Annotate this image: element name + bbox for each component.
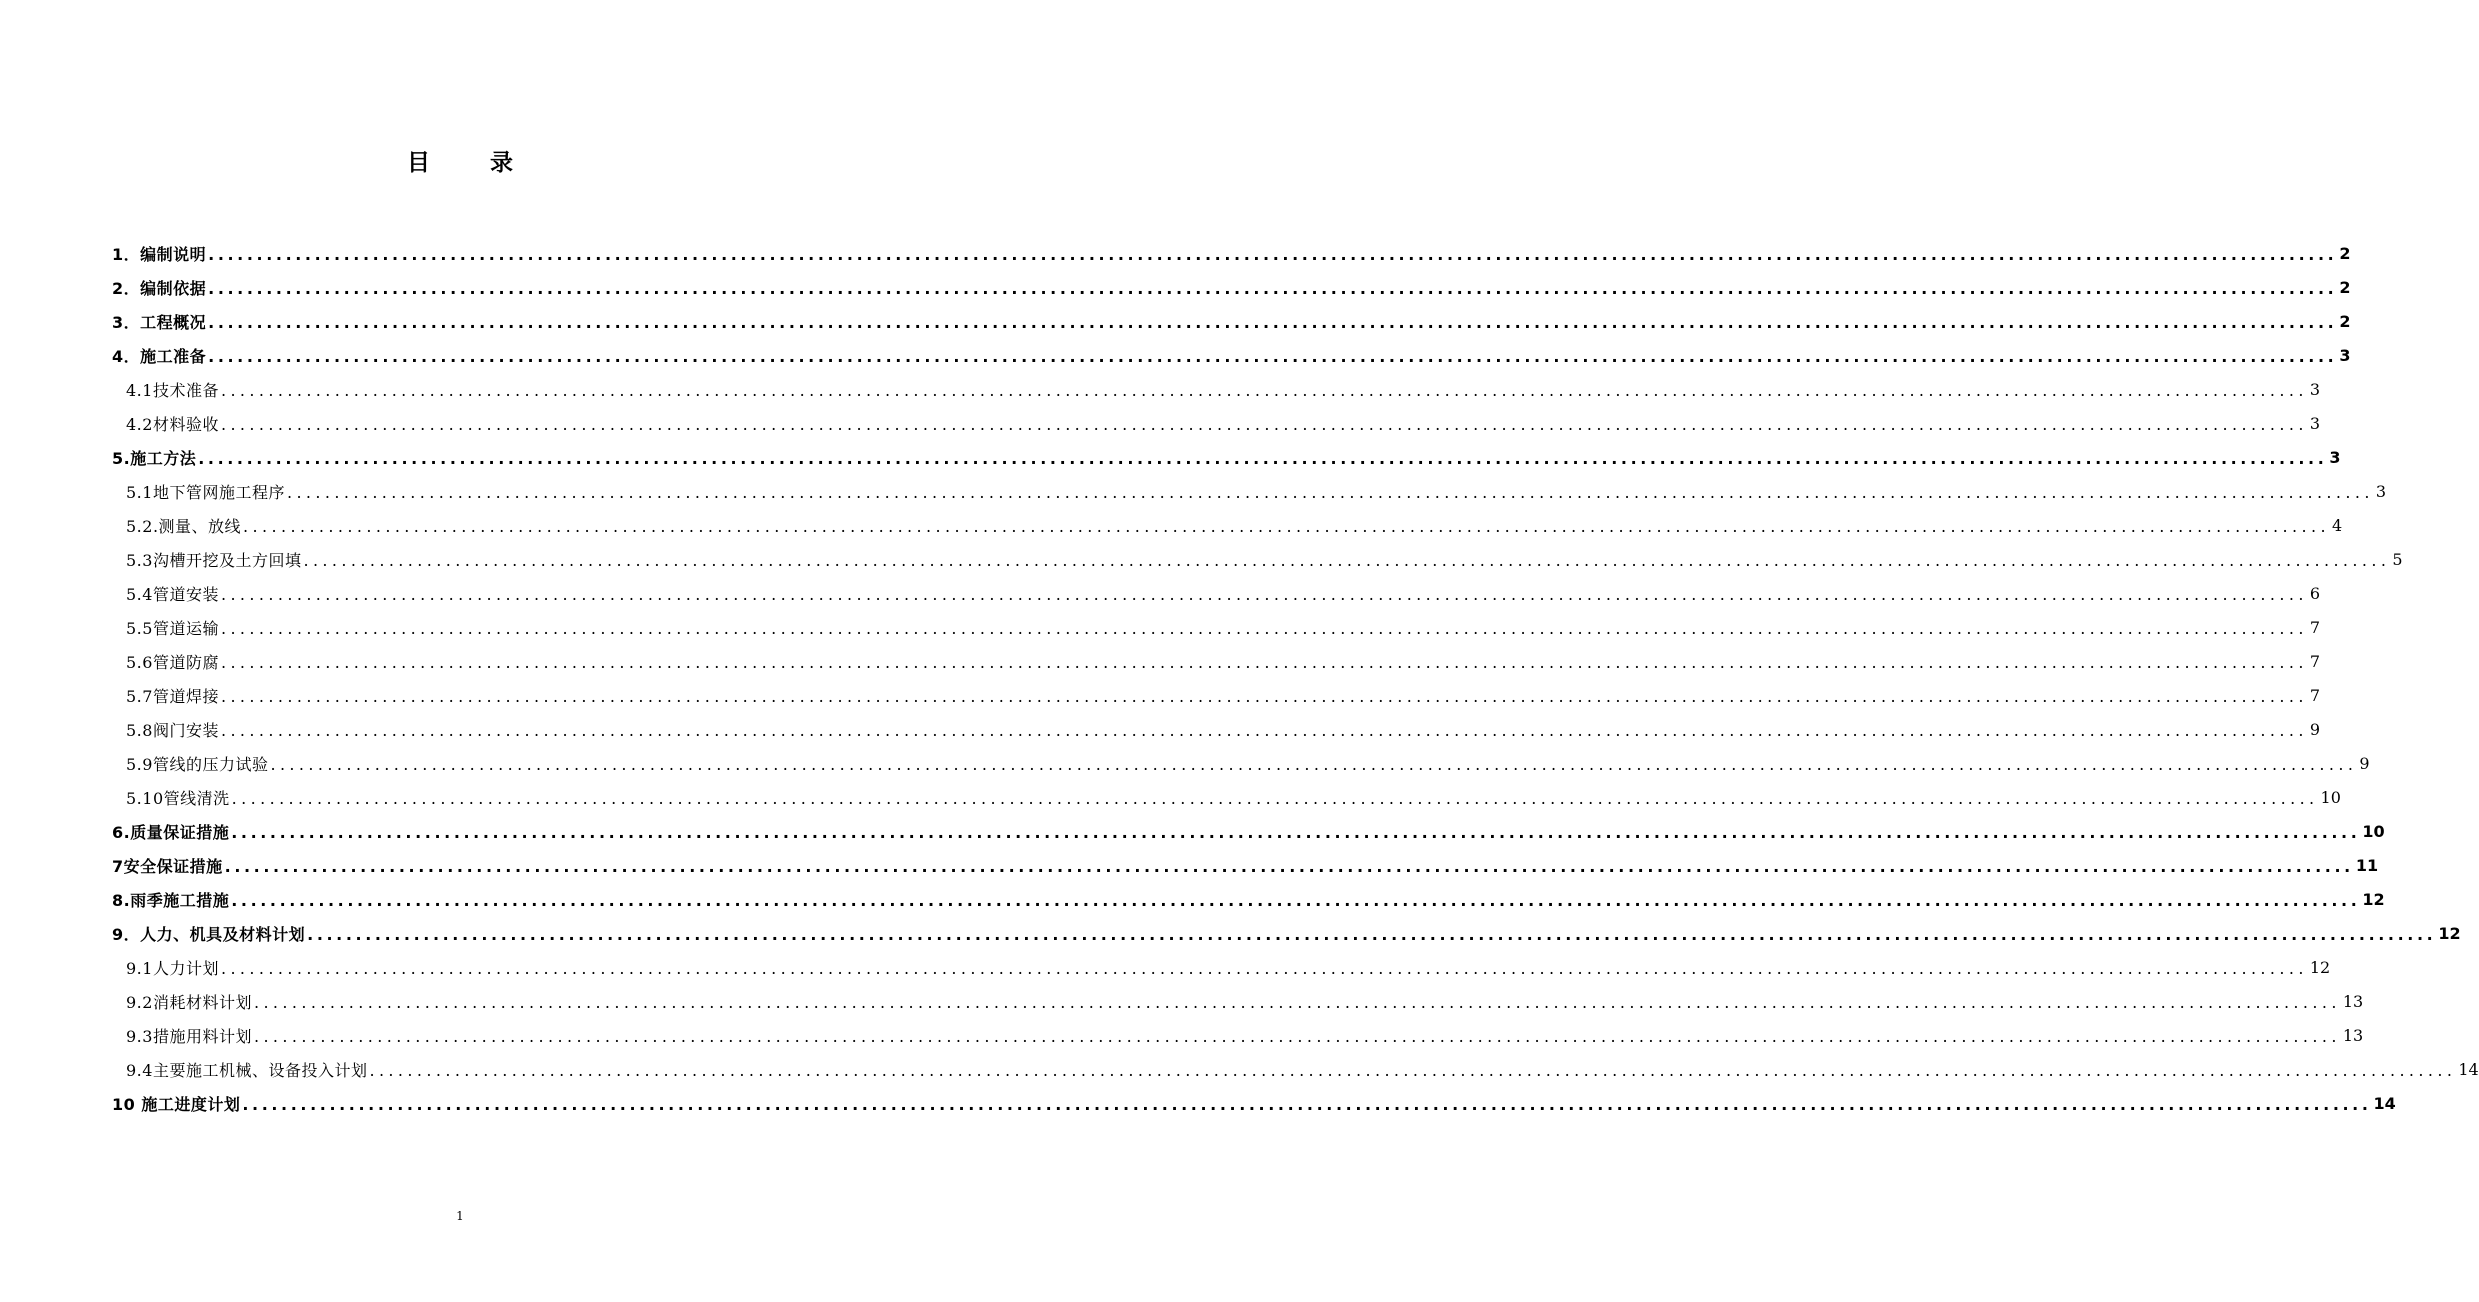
toc-entry-label: 5.6管道防腐	[126, 652, 219, 672]
toc-entry-label: 5.3沟槽开挖及土方回填	[126, 550, 302, 570]
toc-dot-leader: ............................................................................................................................................................................................................................	[220, 381, 2308, 400]
toc-entry-page-number: 3	[2309, 379, 2321, 399]
toc-entry-label: 5.5管道运输	[126, 618, 219, 638]
toc-title: 目 录	[406, 150, 539, 176]
toc-entry-page-number: 9	[2359, 753, 2370, 773]
toc-entry-level2[interactable]	[0, 984, 2364, 1018]
toc-dot-leader: ............................................................................................................................................................................................................................	[231, 891, 2361, 910]
toc-entry-level2[interactable]	[0, 780, 2341, 814]
toc-dot-leader: ............................................................................................................................................................................................................................	[253, 993, 2341, 1012]
toc-dot-leader: ............................................................................................................................................................................................................................	[286, 483, 2374, 502]
toc-entry-page-number: 7	[2309, 617, 2321, 637]
toc-dot-leader: ............................................................................................................................................................................................................................	[220, 653, 2308, 672]
toc-entry-label: 5.1地下管网施工程序	[126, 482, 285, 502]
toc-entry-label: 9.4主要施工机械、设备投入计划	[126, 1060, 368, 1080]
toc-dot-leader: ............................................................................................................................................................................................................................	[208, 279, 2338, 298]
toc-entry-page-number: 3	[2329, 447, 2341, 467]
toc-entry-level1[interactable]	[0, 882, 2385, 916]
toc-dot-leader: ............................................................................................................................................................................................................................	[231, 823, 2361, 842]
toc-dot-leader: ............................................................................................................................................................................................................................	[220, 585, 2308, 604]
toc-dot-leader: ............................................................................................................................................................................................................................	[224, 857, 2354, 876]
toc-entry-page-number: 14	[2373, 1093, 2396, 1113]
toc-entry-label: 6.质量保证措施	[112, 822, 230, 842]
toc-dot-leader: ............................................................................................................................................................................................................................	[231, 789, 2319, 808]
toc-entry-page-number: 10	[2362, 821, 2385, 841]
footer-page-number: 1	[456, 1209, 464, 1223]
toc-entry-page-number: 13	[2342, 1025, 2364, 1045]
toc-dot-leader: ............................................................................................................................................................................................................................	[208, 347, 2338, 366]
toc-entry-level1[interactable]	[0, 1086, 2396, 1120]
toc-entry-label: 9.1人力计划	[126, 958, 219, 978]
toc-entry-page-number: 3	[2309, 413, 2321, 433]
toc-entry-page-number: 2	[2339, 243, 2351, 263]
toc-dot-leader: ............................................................................................................................................................................................................................	[242, 1095, 2372, 1114]
toc-entry-label: 1．编制说明	[112, 244, 207, 264]
toc-entry-page-number: 13	[2342, 991, 2364, 1011]
toc-entry-level1[interactable]	[0, 304, 2351, 338]
toc-entry-level2[interactable]	[0, 644, 2321, 678]
toc-dot-leader: ............................................................................................................................................................................................................................	[198, 449, 2328, 468]
toc-entry-label: 9.3措施用料计划	[126, 1026, 252, 1046]
toc-dot-leader: ............................................................................................................................................................................................................................	[307, 925, 2437, 944]
toc-entry-level1[interactable]	[0, 270, 2351, 304]
toc-entry-page-number: 12	[2309, 957, 2331, 977]
toc-entry-level2[interactable]	[0, 678, 2321, 712]
toc-entry-page-number: 14	[2458, 1059, 2479, 1079]
toc-entry-page-number: 3	[2375, 481, 2387, 501]
toc-entry-level1[interactable]	[0, 814, 2385, 848]
toc-entry-level2[interactable]	[0, 542, 2403, 576]
toc-entry-level1[interactable]	[0, 848, 2379, 882]
toc-entry-page-number: 7	[2309, 685, 2321, 705]
toc-dot-leader: ............................................................................................................................................................................................................................	[220, 415, 2308, 434]
toc-entry-level2[interactable]	[0, 1018, 2364, 1052]
toc-entry-label: 4.2材料验收	[126, 414, 219, 434]
toc-entry-level1[interactable]	[0, 338, 2351, 372]
toc-entry-level1[interactable]	[0, 236, 2351, 270]
toc-dot-leader: ............................................................................................................................................................................................................................	[243, 517, 2330, 536]
toc-entry-label: 5.2.测量、放线	[126, 516, 242, 536]
toc-entry-page-number: 3	[2339, 345, 2351, 365]
toc-entry-page-number: 12	[2438, 923, 2461, 943]
toc-entry-level1[interactable]	[0, 916, 2461, 950]
toc-dot-leader: ............................................................................................................................................................................................................................	[220, 959, 2308, 978]
toc-entry-level2[interactable]	[0, 746, 2370, 780]
toc-entry-level1[interactable]	[0, 440, 2341, 474]
toc-entry-level2[interactable]	[0, 950, 2331, 984]
toc-entry-label: 3．工程概况	[112, 312, 207, 332]
toc-dot-leader: ............................................................................................................................................................................................................................	[208, 313, 2338, 332]
toc-entry-page-number: 5	[2392, 549, 2403, 569]
toc-entry-label: 5.7管道焊接	[126, 686, 219, 706]
toc-entry-level2[interactable]	[0, 576, 2321, 610]
toc-entry-page-number: 2	[2339, 277, 2351, 297]
toc-dot-leader: ............................................................................................................................................................................................................................	[253, 1027, 2341, 1046]
toc-dot-leader: ............................................................................................................................................................................................................................	[220, 687, 2308, 706]
toc-entry-level2[interactable]	[0, 406, 2321, 440]
toc-dot-leader: ............................................................................................................................................................................................................................	[369, 1061, 2457, 1080]
toc-entry-level2[interactable]	[0, 372, 2321, 406]
toc-entry-level2[interactable]	[0, 712, 2321, 746]
toc-entry-label: 2．编制依据	[112, 278, 207, 298]
toc-dot-leader: ............................................................................................................................................................................................................................	[208, 245, 2338, 264]
toc-entry-level2[interactable]	[0, 508, 2343, 542]
toc-entry-label: 7安全保证措施	[112, 856, 223, 876]
table-of-contents	[0, 236, 2479, 1120]
toc-entry-level2[interactable]	[0, 1052, 2479, 1086]
toc-entry-page-number: 10	[2320, 787, 2341, 807]
toc-entry-label: 8.雨季施工措施	[112, 890, 230, 910]
toc-entry-page-number: 9	[2309, 719, 2321, 739]
toc-entry-page-number: 12	[2362, 889, 2385, 909]
toc-dot-leader: ............................................................................................................................................................................................................................	[220, 721, 2308, 740]
toc-entry-label: 5.9管线的压力试验	[126, 754, 269, 774]
toc-entry-level2[interactable]	[0, 474, 2387, 508]
toc-dot-leader: ............................................................................................................................................................................................................................	[220, 619, 2308, 638]
toc-entry-page-number: 6	[2309, 583, 2321, 603]
toc-dot-leader: ............................................................................................................................................................................................................................	[303, 551, 2391, 570]
toc-entry-label: 9.2消耗材料计划	[126, 992, 252, 1012]
toc-entry-label: 9．人力、机具及材料计划	[112, 924, 306, 944]
toc-entry-label: 5.施工方法	[112, 448, 197, 468]
toc-entry-label: 5.8阀门安装	[126, 720, 219, 740]
toc-entry-page-number: 7	[2309, 651, 2321, 671]
toc-entry-label: 5.4管道安装	[126, 584, 219, 604]
toc-entry-label: 4.1技术准备	[126, 380, 219, 400]
toc-entry-page-number: 11	[2355, 855, 2379, 875]
toc-entry-label: 5.10管线清洗	[126, 788, 230, 808]
toc-dot-leader: ............................................................................................................................................................................................................................	[270, 755, 2358, 774]
toc-entry-label: 4．施工准备	[112, 346, 207, 366]
toc-entry-page-number: 4	[2331, 515, 2343, 535]
toc-entry-label: 10 施工进度计划	[112, 1094, 241, 1114]
toc-entry-level2[interactable]	[0, 610, 2321, 644]
toc-entry-page-number: 2	[2339, 311, 2351, 331]
